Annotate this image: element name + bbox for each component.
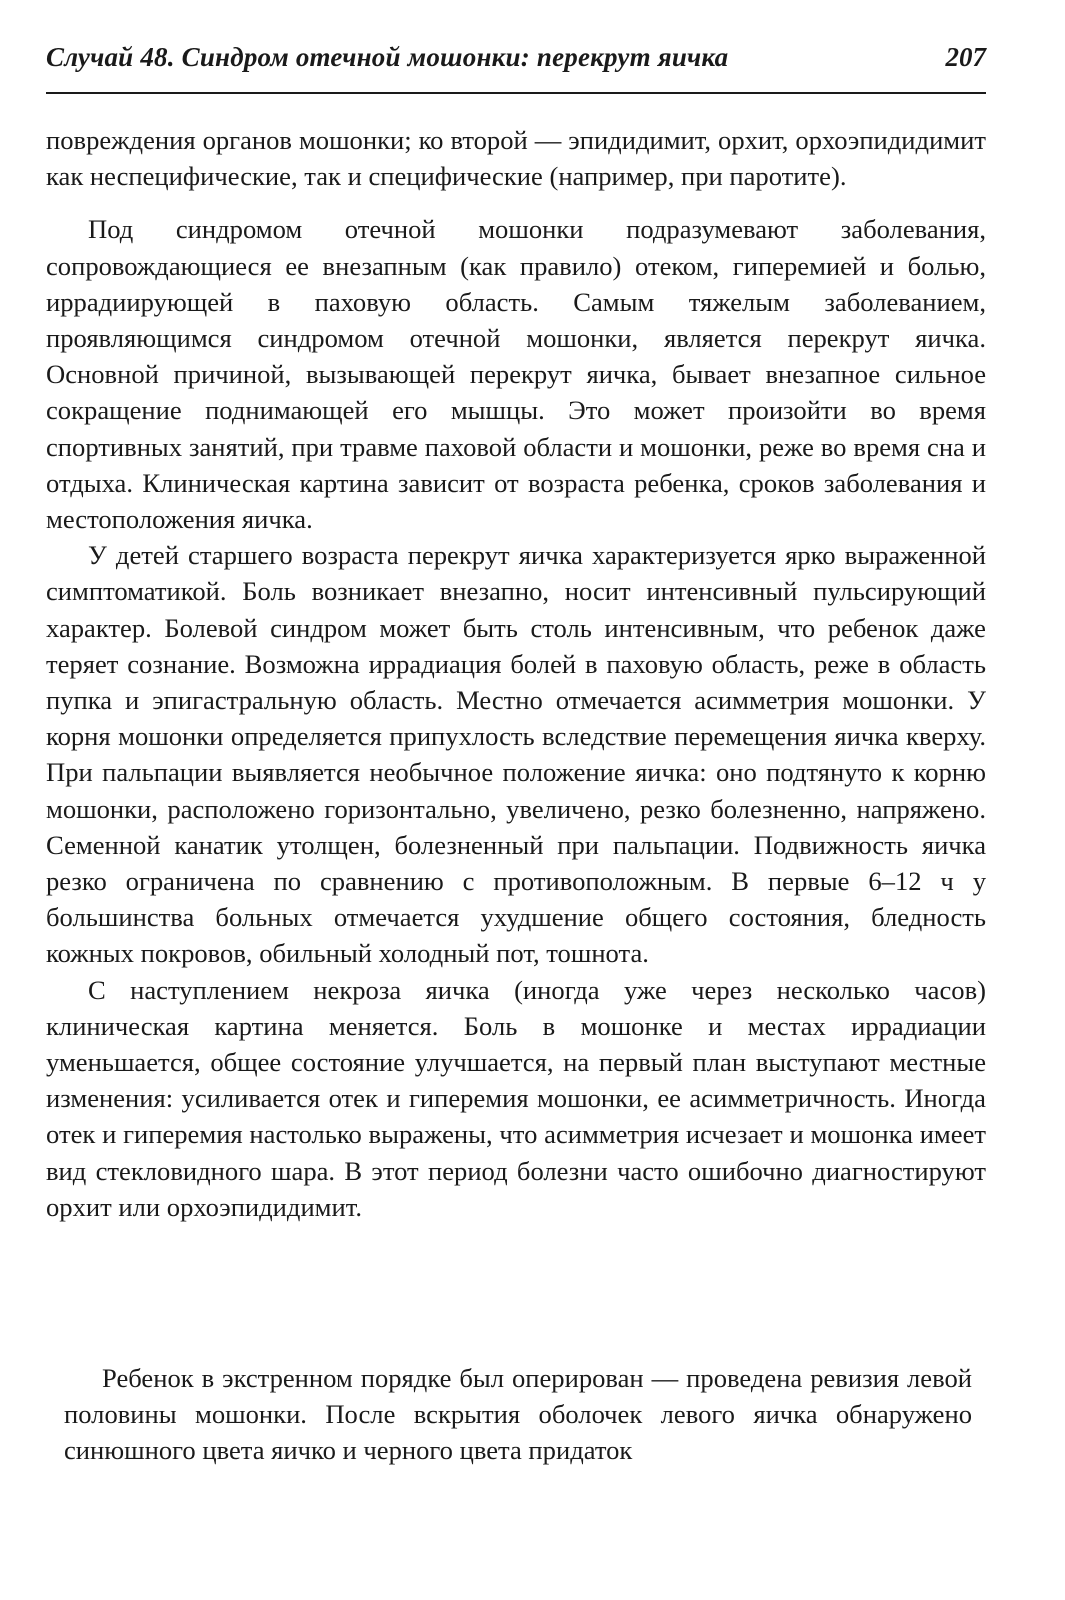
case-text	[64, 1360, 972, 1469]
paragraph-swollen-scrotum-syndrome: Под синдромом отечной мошонки подразумевают заболевания, сопровождающиеся ее внезапным (как правило) отеком, гиперемией и болью, иррадиирующей в паховую область. Самым тяжелым заболеванием, проявляющимся синдромом отечной мошонки, является перекрут яичка. Основной причиной, вызывающей перекрут яичка, бывает внезапное сильное сокращение поднимающей его мышцы. Это может произойти во время спортивных занятий, при травме паховой области и мошонки, реже во время сна и отдыха. Клиническая картина зависит от возраста ребенка, сроков заболевания и местоположения яичка.	[46, 214, 986, 535]
running-head: Случай 48. Синдром отечной мошонки: перекрут яичка	[46, 42, 729, 72]
paragraph-necrosis: С наступлением некроза яичка (иногда уже через несколько часов) клиническая картина меняется. Боль в мошонке и местах иррадиации уменьшается, общее состояние улучшается, на первый план выступают местные изменения: усиливается отек и гиперемия мошонки, ее асимметричность. Иногда отек и гиперемия настолько выражены, что асимметрия исчезает и мошонка имеет вид стекловидного шара. В этот период болезни часто ошибочно диагностируют орхит или орхоэпидидимит.	[46, 974, 986, 1222]
page-header	[46, 42, 986, 86]
paragraph-continued: повреждения органов мошонки; ко второй — эпидидимит, орхит, орхоэпидидимит как неспецифические, так и специфические (например, при паротите).	[46, 125, 986, 192]
header-rule	[46, 92, 986, 94]
paragraph-case-operation: Ребенок в экстренном порядке был оперирован — проведена ревизия левой половины мошонки. После вскрытия оболочек левого яичка обнаружено синюшного цвета яичко и черного цвета придаток	[64, 1363, 972, 1466]
paragraph-older-children: У детей старшего возраста перекрут яичка характеризуется ярко выраженной симптоматикой. Боль возникает внезапно, носит интенсивный пульсирующий характер. Болевой синдром может быть столь интенсивным, что ребенок даже теряет сознание. Возможна иррадиация болей в паховую область, реже в область пупка и эпигастральную область. Местно отмечается асимметрия мошонки. У корня мошонки определяется припухлость вследствие перемещения яичка кверху. При пальпации выявляется необычное положение яичка: оно подтянуто к корню мошонки, расположено горизонтально, увеличено, резко болезненно, напряжено. Семенной канатик утолщен, болезненный при пальпации. Подвижность яичка резко ограничена по сравнению с противоположным. В первые 6–12 ч у большинства больных отмечается ухудшение общего состояния, бледность кожных покровов, обильный холодный пот, тошнота.	[46, 540, 986, 969]
page-number: 207	[945, 42, 986, 72]
main-text	[46, 122, 986, 1225]
